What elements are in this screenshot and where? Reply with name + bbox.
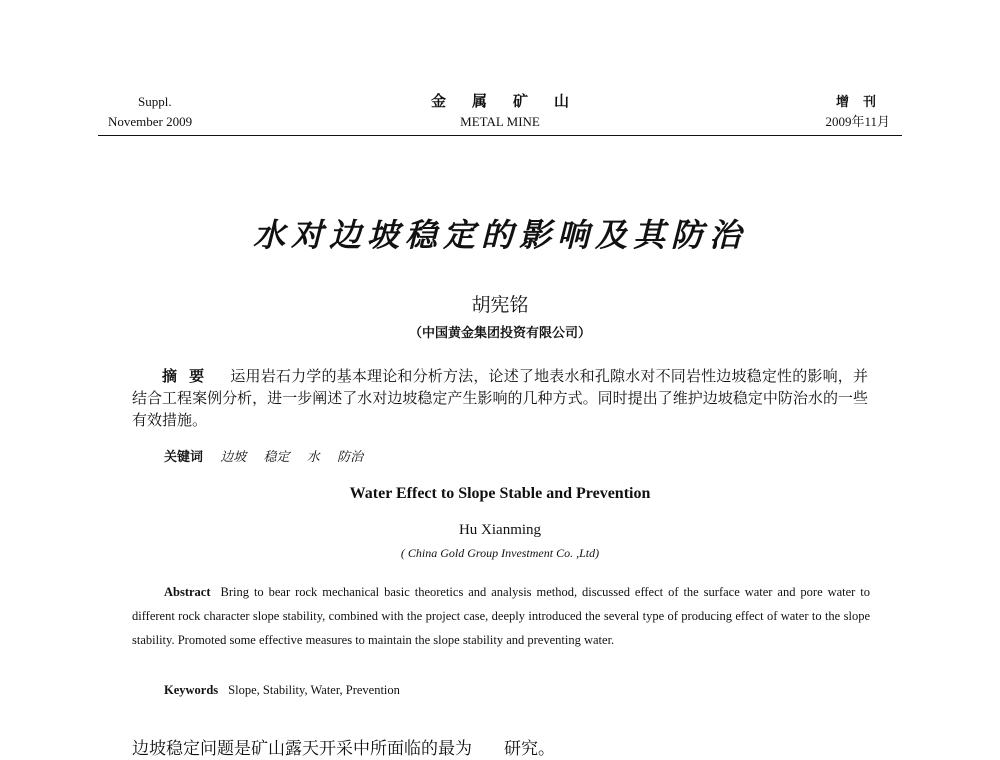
- header-suppl-label: Suppl.: [138, 94, 172, 109]
- abstract-en-text: Bring to bear rock mechanical basic theoretics and analysis method, discussed effect of the surface water and pore water to different rock character slope stability, combined with the project case, deeply introduced the several type of producing effect of water to the slope stability. Promoted some effective measures to maintain the slope stability and preventing water.: [132, 585, 870, 647]
- body-text-part1: 边坡稳定问题是矿山露天开采中所面临的最为: [132, 739, 472, 758]
- affiliation-cn: （中国黄金集团投资有限公司）: [408, 325, 591, 340]
- keyword-cn: 稳定: [263, 449, 290, 464]
- abstract-cn-text: 运用岩石力学的基本理论和分析方法，论述了地表水和孔隙水对不同岩性边坡稳定性的影响，并结合工程案例分析，进一步阐述了水对边坡稳定产生影响的几种方式。同时提出了维护边坡稳定中防治水的一些有效措施。: [132, 369, 868, 429]
- keywords-en-label: Keywords: [164, 683, 219, 697]
- keywords-cn: [164, 446, 363, 465]
- abstract-en: [132, 580, 870, 652]
- abstract-cn-label: 摘要: [162, 369, 217, 385]
- header-issue-date-cn: 2009年11月: [825, 114, 890, 129]
- paper-title-en: Water Effect to Slope Stable and Prevention: [349, 485, 651, 502]
- journal-name-en: METAL MINE: [460, 114, 540, 129]
- header-issue-date-en: November 2009: [108, 114, 193, 129]
- keywords-en: [164, 683, 400, 698]
- body-text-cn: [132, 734, 555, 759]
- header-right: [825, 92, 890, 132]
- journal-name-cn: 金属矿山: [430, 94, 595, 110]
- abstract-cn: [132, 366, 868, 432]
- body-text-part2: 研究。: [504, 739, 555, 758]
- keyword-cn: 防治: [337, 449, 364, 464]
- keywords-en-text: Slope, Stability, Water, Prevention: [228, 683, 400, 697]
- keyword-cn: 边坡: [220, 449, 247, 464]
- keyword-cn: 水: [306, 449, 320, 464]
- abstract-en-label: Abstract: [164, 585, 211, 599]
- keywords-cn-label: 关键词: [164, 449, 204, 464]
- author-name-en: Hu Xianming: [458, 522, 542, 538]
- affiliation-en: ( China Gold Group Investment Co. ,Ltd): [400, 546, 600, 560]
- paper-title-cn: 水对边坡稳定的影响及其防治: [252, 216, 747, 254]
- author-name-cn: 胡宪铭: [471, 295, 529, 316]
- header-suppl-cn: 增刊: [835, 94, 890, 109]
- header-rule: [98, 135, 902, 136]
